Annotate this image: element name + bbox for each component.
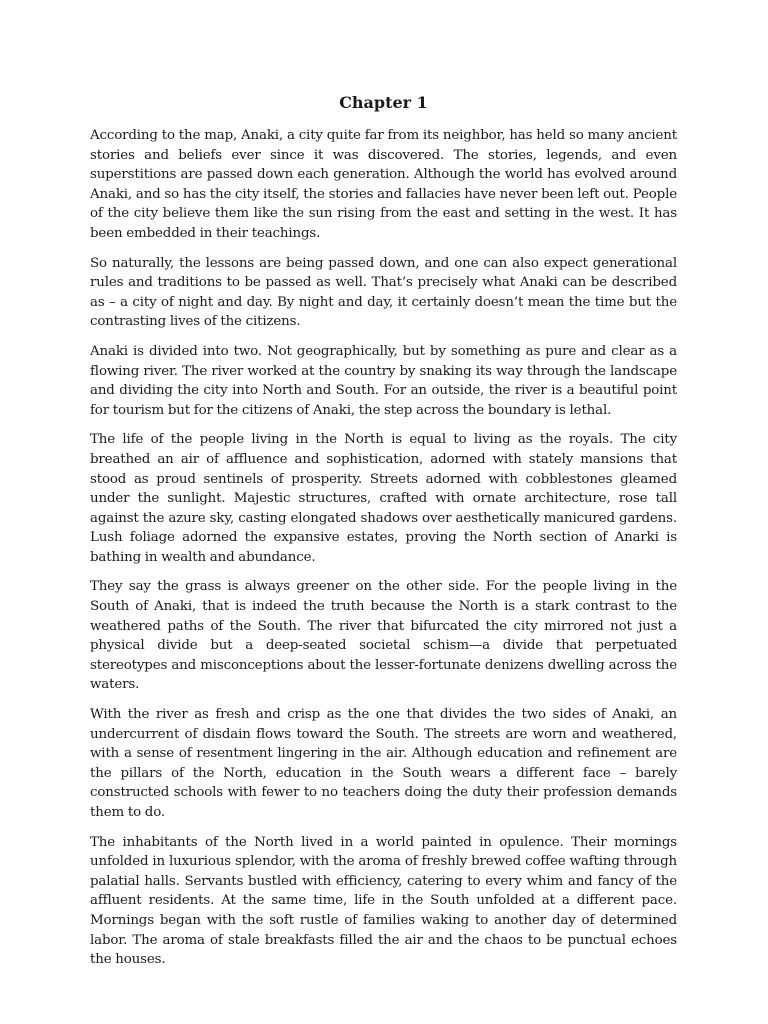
document-page	[90, 92, 677, 980]
paragraph-5: They say the grass is always greener on the other side. For the people living in the South of Anaki, that is indeed the truth because the North is a stark contrast to the weathered paths of the South. The river that bifurcated the city mirrored not just a physical divide but a deep-seated societal schism—a divide that perpetuated stereotypes and misconceptions about the lesser-fortunate denizens dwelling across the waters.	[90, 579, 677, 693]
paragraph-6: With the river as fresh and crisp as the one that divides the two sides of Anaki, an undercurrent of disdain flows toward the South. The streets are worn and weathered, with a sense of resentment lingering in the air. Although education and refinement are the pillars of the North, education in the South wears a different face – barely constructed schools with fewer to no teachers doing the duty their profession demands them to do.	[90, 707, 677, 820]
chapter-title: Chapter 1	[339, 93, 428, 112]
paragraph-4: The life of the people living in the North is equal to living as the royals. The city breathed an air of affluence and sophistication, adorned with stately mansions that stood as proud sentinels of prosperity. Streets adorned with cobblestones gleamed under the sunlight. Majestic structures, crafted with ornate architecture, rose tall against the azure sky, casting elongated shadows over aesthetically manicured gardens. Lush foliage adorned the expansive estates, proving the North section of Anarki is bathing in wealth and abundance.	[90, 432, 677, 565]
paragraph-1: According to the map, Anaki, a city quite far from its neighbor, has held so many ancient stories and beliefs ever since it was discovered. The stories, legends, and even superstitions are passed down each generation. Although the world has evolved around Anaki, and so has the city itself, the stories and fallacies have never been left out. People of the city believe them like the sun rising from the east and setting in the west. It has been embedded in their teachings.	[90, 128, 677, 241]
paragraph-7: The inhabitants of the North lived in a world painted in opulence. Their mornings unfolded in luxurious splendor, with the aroma of freshly brewed coffee wafting through palatial halls. Servants bustled with efficiency, catering to every whim and fancy of the affluent residents. At the same time, life in the South unfolded at a different pace. Mornings began with the soft rustle of families waking to another day of determined labor. The aroma of stale breakfasts filled the air and the chaos to be punctual echoes the houses.	[90, 834, 677, 968]
paragraph-2: So naturally, the lessons are being passed down, and one can also expect generational rules and traditions to be passed as well. That’s precisely what Anaki can be described as – a city of night and day. By night and day, it certainly doesn’t mean the time but the contrasting lives of the citizens.	[90, 255, 677, 330]
paragraph-3: Anaki is divided into two. Not geographically, but by something as pure and clear as a flowing river. The river worked at the country by snaking its way through the landscape and dividing the city into North and South. For an outside, the river is a beautiful point for tourism but for the citizens of Anaki, the step across the boundary is lethal.	[90, 343, 677, 418]
